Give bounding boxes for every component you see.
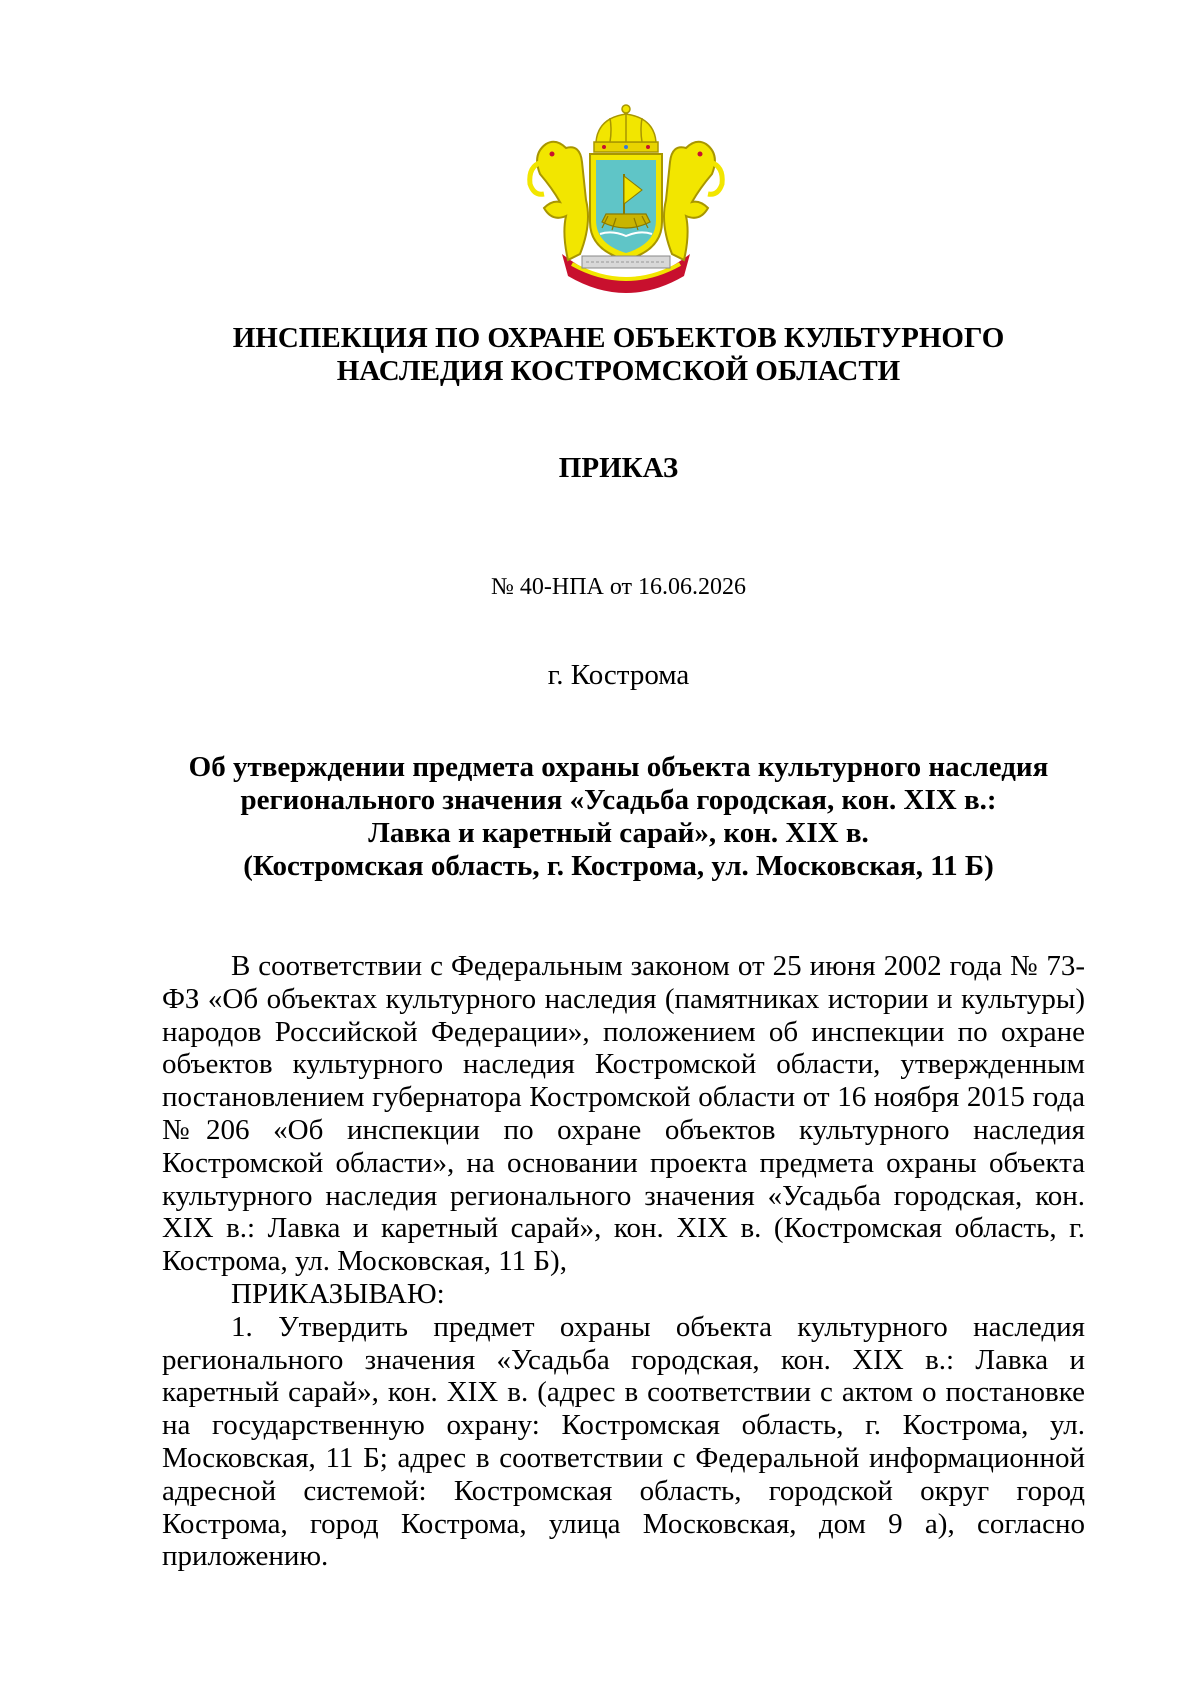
issue-city: г. Кострома bbox=[547, 659, 690, 691]
issuing-organization bbox=[0, 322, 1200, 388]
kostroma-region-coat-of-arms-icon bbox=[522, 104, 730, 300]
order-body bbox=[162, 950, 1085, 1573]
preamble-paragraph: В соответствии с Федеральным законом от 25 июня 2002 года № 73-ФЗ «Об объектах культурного наследия (памятниках истории и культуры) народов Российской Федерации», положением об инспекции по охране объектов культурного наследия Костромской области, утвержденным постановлением губернатора Костромской области от 16 ноября 2015 года №206 «Об инспекции по охране объектов культурного наследия Костромской области», на основании проекта предмета охраны объекта культурного наследия регионального значения «Усадьба городская, кон. XIX в.: Лавка и каретный сарай», кон. XIX в. (Костромская область, г. Кострома, ул. Московская, 11 Б), bbox=[162, 950, 1085, 1278]
order-item-1: 1. Утвердить предмет охраны объекта культурного наследия регионального значения «Усадьба городская, кон. XIX в.: Лавка и каретный сарай», кон. XIX в. (адрес в соответствии с актом о постановке на государственную охрану: Костромская область, г. Кострома, ул. Московская, 11 Б; адрес в соответствии с Федеральной информационной адресной системой: Костромская область, городской округ город Кострома, город Кострома, улица Московская, дом 9 а), согласно приложению. bbox=[162, 1310, 1085, 1573]
subject-line-1: Об утверждении предмета охраны объекта культурного наследия bbox=[188, 751, 1049, 783]
order-subject bbox=[120, 751, 1117, 883]
organization-line-2: НАСЛЕДИЯ КОСТРОМСКОЙ ОБЛАСТИ bbox=[336, 355, 901, 387]
order-number-and-date: № 40-НПА от 16.06.2026 bbox=[490, 574, 747, 600]
document-type: ПРИКАЗ bbox=[558, 452, 679, 484]
subject-line-3: Лавка и каретный сарай», кон. XIX в. bbox=[368, 817, 869, 849]
decree-word: ПРИКАЗЫВАЮ: bbox=[231, 1277, 445, 1310]
subject-line-4: (Костромская область, г. Кострома, ул. Московская, 11 Б) bbox=[243, 850, 994, 882]
organization-line-1: ИНСПЕКЦИЯ ПО ОХРАНЕ ОБЪЕКТОВ КУЛЬТУРНОГО bbox=[232, 322, 1005, 354]
subject-line-2: регионального значения «Усадьба городская, кон. XIX в.: bbox=[240, 784, 997, 816]
